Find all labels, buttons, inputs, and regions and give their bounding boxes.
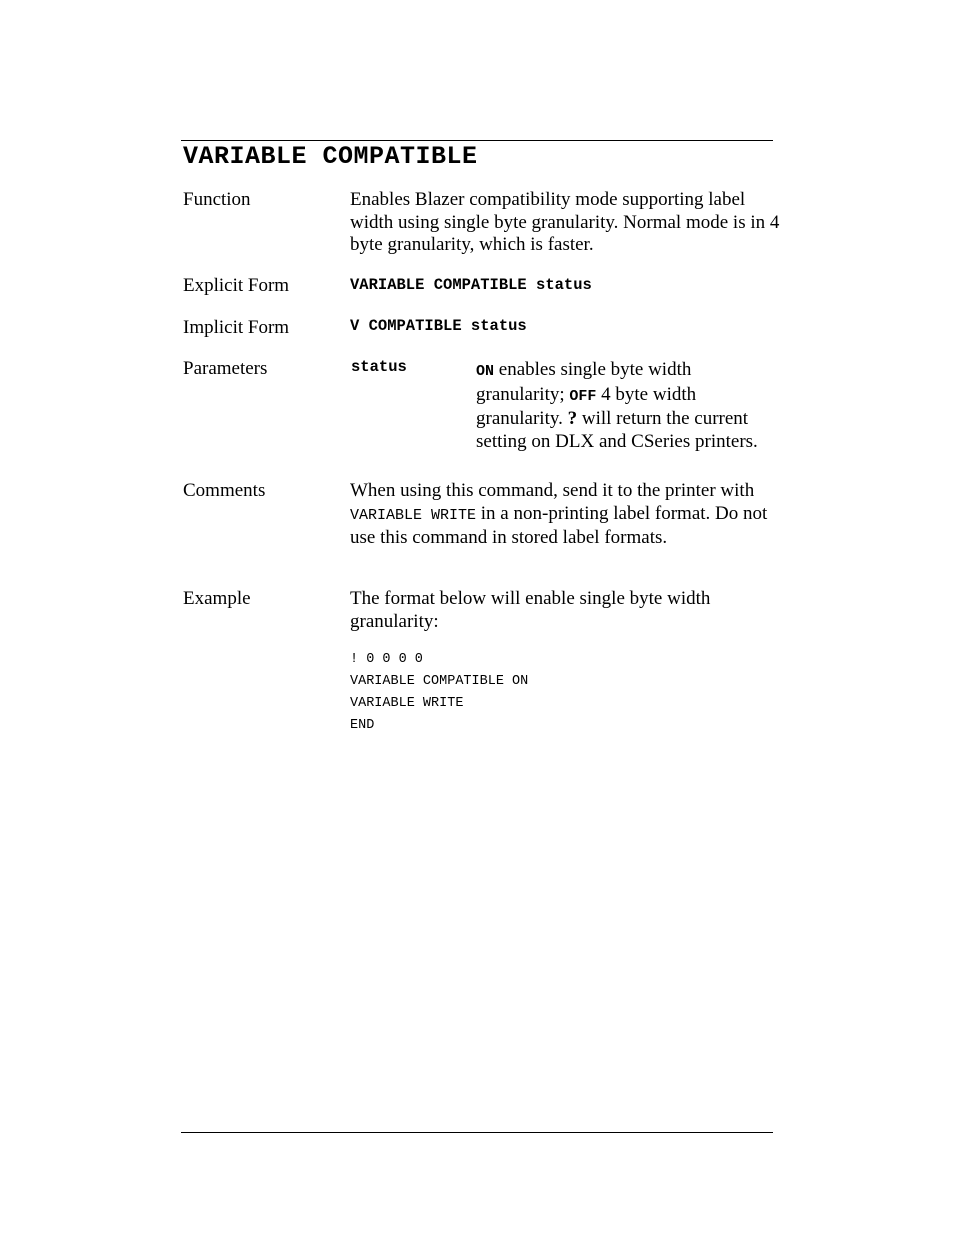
- parameter-text-3: will return the current setting on DLX and CSeries printers.: [476, 408, 758, 452]
- off-keyword: OFF: [569, 387, 597, 405]
- parameter-text-1: enables single byte width granularity;: [476, 359, 692, 405]
- query-symbol: ?: [567, 408, 578, 429]
- parameters-label: Parameters: [183, 358, 268, 379]
- parameter-description: [476, 359, 782, 453]
- function-label: Function: [183, 189, 251, 210]
- page-title: VARIABLE COMPATIBLE: [183, 142, 478, 171]
- code-line: VARIABLE COMPATIBLE ON: [350, 674, 529, 689]
- code-line: VARIABLE WRITE: [350, 696, 464, 711]
- on-keyword: ON: [476, 363, 495, 380]
- example-code-block: [350, 649, 528, 737]
- comments-inline-code: VARIABLE WRITE: [350, 506, 477, 524]
- function-description: Enables Blazer compatibility mode supporting label width using single byte granularity. Normal mode is in 4 byte granularity, which is faster.: [350, 189, 780, 255]
- comments-label: Comments: [183, 480, 266, 501]
- parameter-text-2: 4 byte width granularity.: [476, 383, 697, 429]
- implicit-form-label: Implicit Form: [183, 317, 290, 338]
- code-line: ! 0 0 0 0: [350, 652, 423, 667]
- bottom-rule: [181, 1132, 773, 1133]
- code-line: END: [350, 718, 375, 733]
- implicit-form-code: V COMPATIBLE status: [350, 317, 527, 335]
- example-label: Example: [183, 588, 251, 609]
- comments-text-2: in a non-printing label format. Do not use this command in stored label formats.: [350, 502, 768, 548]
- comments-text-1: When using this command, send it to the printer with: [350, 480, 755, 501]
- comments-description: [350, 480, 770, 550]
- explicit-form-label: Explicit Form: [183, 275, 290, 296]
- explicit-form-code: VARIABLE COMPATIBLE status: [350, 276, 592, 294]
- example-description: The format below will enable single byte width granularity:: [350, 588, 711, 632]
- parameter-name-status: status: [351, 358, 407, 376]
